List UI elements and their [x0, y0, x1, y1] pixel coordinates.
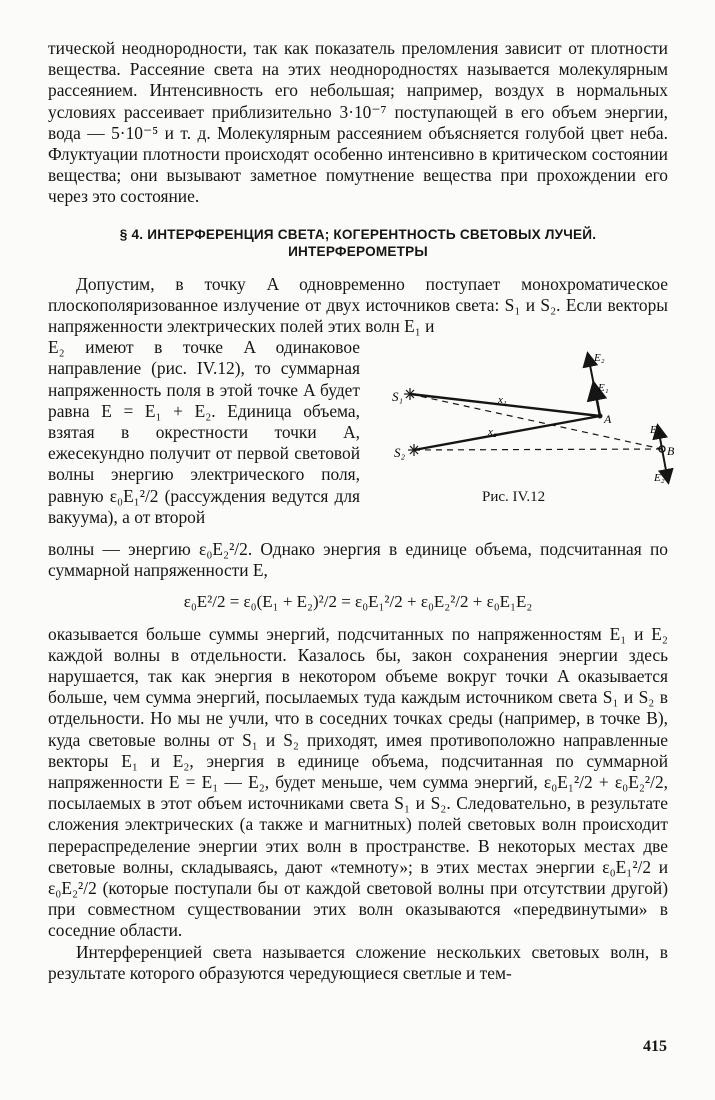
paragraph-interference-definition [48, 942, 668, 984]
section-title-line1: § 4. ИНТЕРФЕРЕНЦИЯ СВЕТА; КОГЕРЕНТНОСТЬ СВЕТОВЫХ ЛУЧЕЙ. [119, 226, 597, 242]
label-a: A [604, 412, 612, 427]
page-number: 415 [643, 1038, 667, 1055]
interference-diagram [372, 339, 675, 489]
label-e2-at-b: E₂ [654, 472, 665, 485]
section-heading [48, 226, 668, 260]
para-2-wrap: E₂ имеют в точке A одинаковое направление (рис. IV.12), то суммарная напряженность поля в этой точке A будет равна E = E₁ + E₂. Единица объема, взятая в окрестности точки A, ежесекундно получит от первой световой волны энергию электрического поля, равную ε₀E₁²/2 (рассуждения ведутся для вакуума), а от второй [48, 337, 360, 527]
figure-caption: Рис. IV.12 [482, 489, 546, 506]
paragraph-after-figure [48, 539, 668, 581]
source-s1-icon [404, 388, 416, 400]
source-s2-icon [408, 444, 420, 456]
para-2-after: волны — энергию ε₀E₂²/2. Однако энергия в единице объема, подсчитанная по суммарной напряженности E, [48, 539, 668, 581]
para-2-start: Допустим, в точку A одновременно поступает монохроматическое плоскополяризованное излучение от двух источников света: S₁ и S₂. Если векторы напряженности электрических полей этих волн E₁ и [48, 273, 668, 337]
energy-formula [48, 588, 668, 616]
label-e2-at-a: E₂ [594, 352, 605, 365]
ray-s2-to-a [414, 416, 600, 450]
formula-text: ε₀E²/2 = ε₀(E₁ + E₂)²/2 = ε₀E₁²/2 + ε₀E₂²/2 + ε₀E₁E₂ [183, 591, 533, 611]
label-x1: x₁ [498, 394, 507, 407]
para-4: Интерференцией света называется сложение нескольких световых волн, в результате которого образуются чередующиеся светлые и тем- [48, 941, 668, 983]
paragraph-energy-redistribution [48, 624, 668, 942]
ray-s1-to-b [410, 394, 662, 449]
label-b: B [667, 444, 675, 459]
section-title-line2: ИНТЕРФЕРОМЕТРЫ [288, 243, 428, 259]
label-e1-at-a: E₁ [598, 382, 609, 395]
para-3: оказывается больше суммы энергий, подсчитанных по напряженностям E₁ и E₂ каждой волны в отдельности. Казалось бы, закон сохранения энергии здесь нарушается, так как энергия в некотором объеме вокруг точки A оказывается больше, чем сумма энергий, посылаемых туда каждым источником света S₁ и S₂ в отдельности. Но мы не учли, что в соседних точках среды (например, в точке B), куда световые волны от S₁ и S₂ приходят, имея противоположно направленные векторы E₁ и E₂, энергия в единице объема, подсчитанная по суммарной напряженности E = E₁ — E₂, будет меньше, чем сумма энергий, ε₀E₁²/2 + ε₀E₂²/2, посылаемых в этот объем источниками света S₁ и S₂. Следовательно, в результате сложения электрических (а также и магнитных) полей световых волн происходит перераспределение энергии этих волн в пространстве. В некоторых местах две световые волны, складываясь, дают «темноту»; в этих местах энергии ε₀E₁²/2 и ε₀E₂²/2 (которые поступали бы от каждой световой волны при отсутствии другой) при совместном существовании этих волн оказываются «передвинутыми» в соседние области. [48, 623, 668, 941]
paragraph-setup [48, 274, 668, 338]
interference-text-block [48, 273, 675, 582]
figure-iv-12 [372, 339, 675, 535]
label-x2: x₂ [488, 426, 497, 439]
label-s2: S₂ [394, 445, 406, 461]
para-top-text: тической неоднородности, так как показатель преломления зависит от плотности вещества. Рассеяние света на этих неоднородностях называется молекулярным рассеянием. Интенсивность его небольшая; например, воздух в нормальных условиях рассеивает приблизительно 3·10⁻⁷ поступающей в его объем энергии, вода — 5·10⁻⁵ и т. д. Молекулярным рассеянием объясняется голубой цвет неба. Флуктуации плотности происходят особенно интенсивно в критическом состоянии вещества; они вызывают заметное помутнение вещества при прохождении его через это состояние. [48, 38, 668, 207]
paragraph-intro [48, 38, 668, 208]
page [48, 38, 675, 984]
label-s1: S₁ [392, 389, 404, 405]
ray-s2-to-b [414, 449, 662, 450]
label-e1-at-b: E₁ [650, 424, 661, 437]
